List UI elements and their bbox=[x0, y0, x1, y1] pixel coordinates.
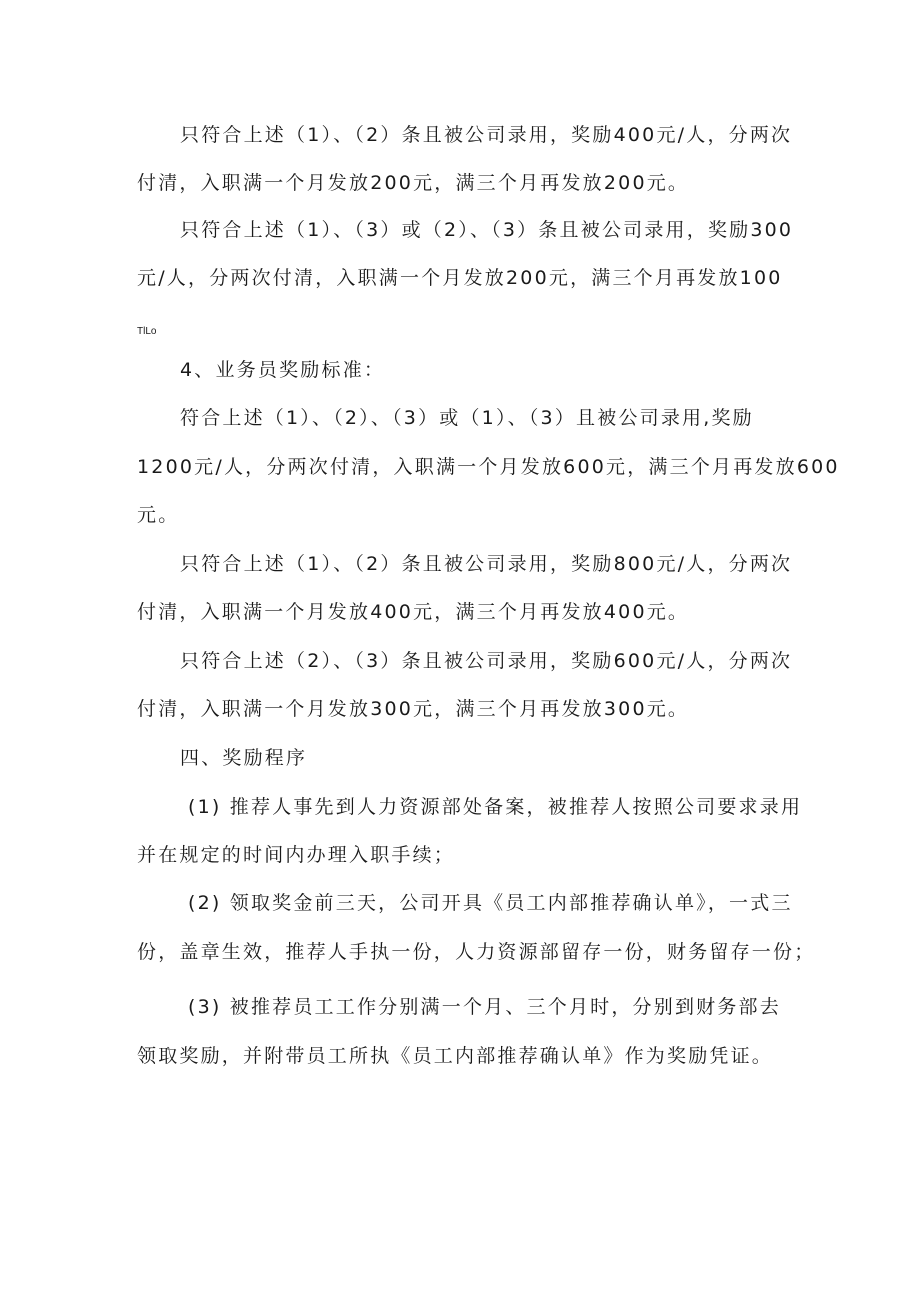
paragraph-line-8: 1200元/人，分两次付清，入职满一个月发放600元，满三个月再发放600 bbox=[137, 456, 840, 478]
section-heading-reward-procedure: 四、奖励程序 bbox=[180, 747, 308, 769]
paragraph-line-4: 元/人，分两次付清，入职满一个月发放200元，满三个月再发放100 bbox=[137, 267, 783, 289]
paragraph-line-10: 只符合上述（1）、（2）条且被公司录用，奖励800元/人，分两次 bbox=[180, 553, 793, 575]
paragraph-line-2: 付清，入职满一个月发放200元，满三个月再发放200元。 bbox=[137, 172, 690, 194]
paragraph-line-12: 只符合上述（2）、（3）条且被公司录用，奖励600元/人，分两次 bbox=[180, 650, 793, 672]
paragraph-line-9: 元。 bbox=[137, 504, 180, 526]
paragraph-line-7: 符合上述（1）、（2）、（3）或（1）、（3）且被公司录用,奖励 bbox=[180, 407, 754, 429]
paragraph-line-11: 付清，入职满一个月发放400元，满三个月再发放400元。 bbox=[137, 601, 690, 623]
paragraph-line-3: 只符合上述（1）、（3）或（2）、（3）条且被公司录用，奖励300 bbox=[180, 219, 794, 241]
procedure-item-2-line-2: 份，盖章生效，推荐人手执一份，人力资源部留存一份，财务留存一份； bbox=[137, 941, 816, 963]
paragraph-line-13: 付清，入职满一个月发放300元，满三个月再发放300元。 bbox=[137, 698, 690, 720]
procedure-item-3-line-2: 领取奖励，并附带员工所执《员工内部推荐确认单》作为奖励凭证。 bbox=[137, 1045, 774, 1067]
paragraph-line-1: 只符合上述（1）、（2）条且被公司录用，奖励400元/人，分两次 bbox=[180, 124, 793, 146]
procedure-item-1-line-1: (1) 推荐人事先到人力资源部处备案，被推荐人按照公司要求录用 bbox=[188, 796, 803, 818]
artifact-text: TlLo bbox=[137, 326, 157, 337]
procedure-item-2-line-1: (2) 领取奖金前三天，公司开具《员工内部推荐确认单》，一式三 bbox=[188, 892, 793, 914]
section-heading-4: 4、业务员奖励标准： bbox=[180, 359, 386, 381]
procedure-item-3-line-1: (3) 被推荐员工工作分别满一个月、三个月时，分别到财务部去 bbox=[188, 996, 781, 1018]
procedure-item-1-line-2: 并在规定的时间内办理入职手续； bbox=[137, 844, 456, 866]
